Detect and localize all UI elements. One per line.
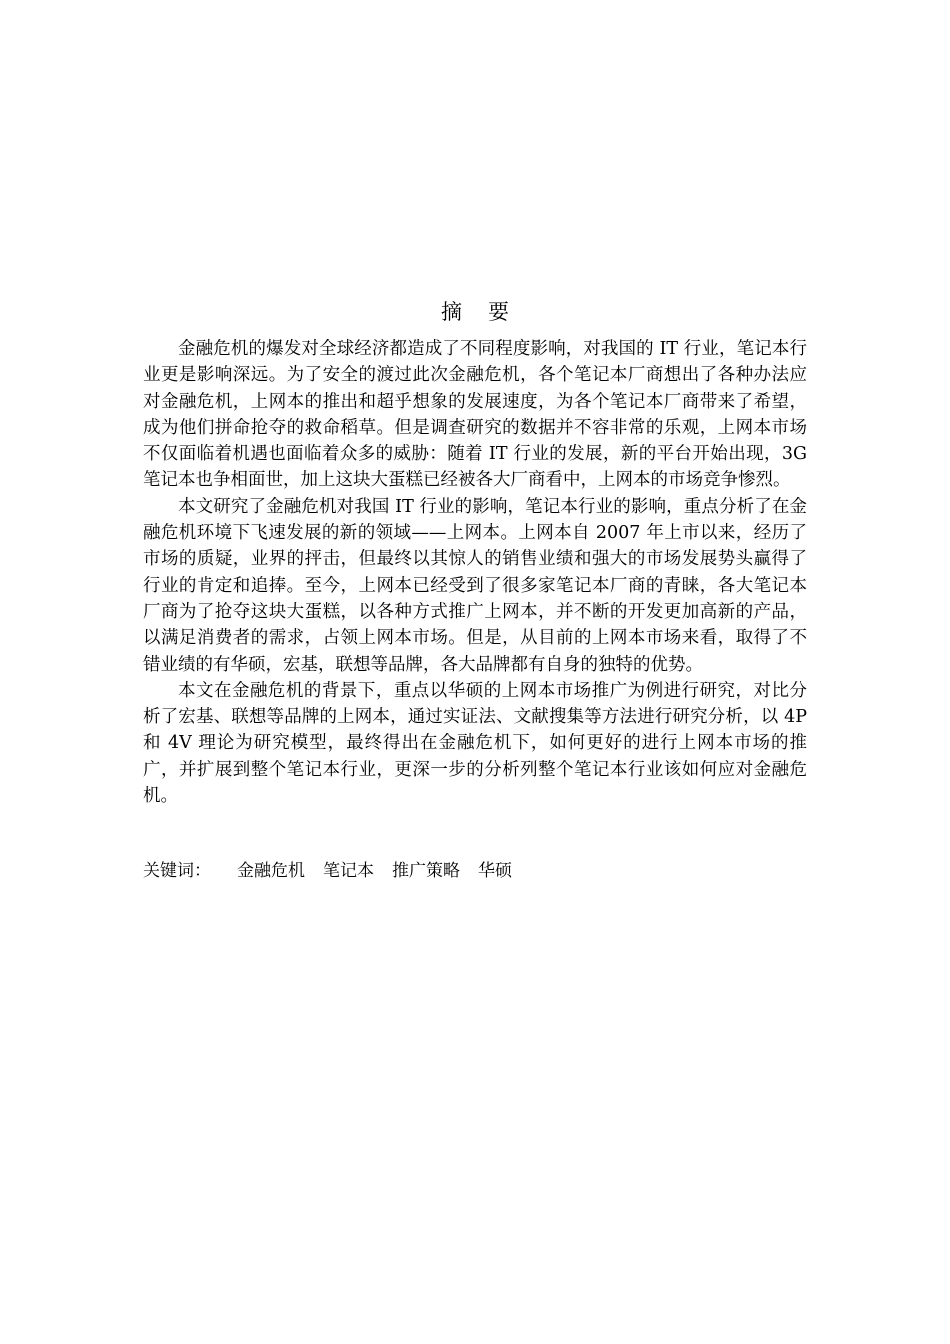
keyword: 金融危机 [237, 861, 305, 881]
keyword: 华硕 [478, 861, 512, 881]
abstract-title-char: 要 [488, 300, 509, 324]
abstract-paragraph: 本文研究了金融危机对我国 IT 行业的影响，笔记本行业的影响，重点分析了在金融危机环境下飞速发展的新的领域——上网本。上网本自 2007 年上市以来，经历了市场的质疑，业界的抨击，但最终以其惊人的销售业绩和强大的市场发展势头赢得了行业的肯定和追捧。至今，上网本已经受到了很多家笔记本厂商的青睐，各大笔记本厂商为了抢夺这块大蛋糕，以各种方式推广上网本，并不断的开发更加高新的产品，以满足消费者的需求，占领上网本市场。但是，从目前的上网本市场来看，取得了不错业绩的有华硕，宏基，联想等品牌，各大品牌都有自身的独特的优势。 [143, 496, 807, 675]
keyword: 推广策略 [392, 861, 460, 881]
keywords-label: 关键词： [143, 861, 211, 881]
keyword: 笔记本 [323, 861, 374, 881]
abstract-paragraph: 本文在金融危机的背景下，重点以华硕的上网本市场推广为例进行研究，对比分析了宏基、联想等品牌的上网本，通过实证法、文献搜集等方法进行研究分析，以 4P 和 4V 理论为研究模型，最终得出在金融危机下，如何更好的进行上网本市场的推广，并扩展到整个笔记本行业，更深一步的分析列整个笔记本行业该如何应对金融危机。 [143, 680, 807, 807]
abstract-title [0, 298, 950, 326]
keywords-line [143, 858, 530, 884]
abstract-paragraph: 金融危机的爆发对全球经济都造成了不同程度影响，对我国的 IT 行业，笔记本行业更是影响深远。为了安全的渡过此次金融危机，各个笔记本厂商想出了各种办法应对金融危机，上网本的推出和超乎想象的发展速度，为各个笔记本厂商带来了希望，成为他们拼命抢夺的救命稻草。但是调查研究的数据并不容非常的乐观，上网本市场不仅面临着机遇也面临着众多的威胁：随着 IT 行业的发展，新的平台开始出现，3G 笔记本也争相面世，加上这块大蛋糕已经被各大厂商看中，上网本的市场竞争惨烈。 [143, 339, 807, 491]
abstract-body [143, 336, 807, 809]
abstract-title-char: 摘 [441, 300, 462, 324]
